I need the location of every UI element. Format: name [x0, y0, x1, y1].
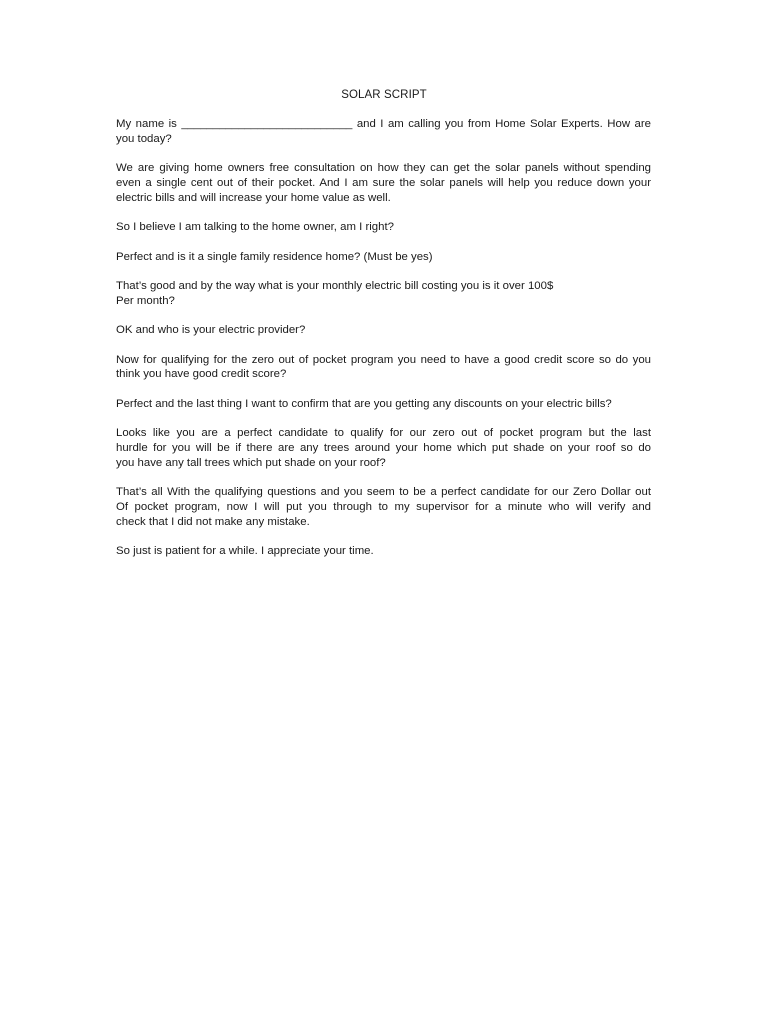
text-line: you today? — [116, 132, 172, 145]
paragraph-residence — [116, 250, 651, 265]
text-line: Perfect and the last thing I want to confirm that are you getting any discounts on your electric bills? — [116, 397, 612, 410]
text-line: even a single cent out of their pocket. And I am sure the solar panels will help you reduce down your — [116, 176, 651, 189]
text-line: Now for qualifying for the zero out of pocket program you need to have a good credit score so do you — [116, 353, 651, 366]
text-line: That’s all With the qualifying questions and you seem to be a perfect candidate for our Zero Dollar out — [116, 486, 651, 499]
text-line: Of pocket program, now I will put you through to my supervisor for a minute who will verify and — [116, 500, 651, 513]
paragraph-home-owner — [116, 220, 651, 235]
paragraph-offer — [116, 161, 651, 205]
text-line: So I believe I am talking to the home owner, am I right? — [116, 221, 394, 234]
text-line: That’s good and by the way what is your monthly electric bill costing you is it over 100$ — [116, 279, 554, 292]
text-line: Perfect and is it a single family residence home? (Must be yes) — [116, 250, 433, 263]
text-line: So just is patient for a while. I appreciate your time. — [116, 545, 374, 558]
text-line: you have any tall trees which put shade on your roof? — [116, 456, 386, 469]
paragraph-credit-score — [116, 353, 651, 383]
paragraph-electric-bill — [116, 279, 651, 309]
paragraph-supervisor — [116, 485, 651, 529]
text-line: check that I did not make any mistake. — [116, 515, 310, 528]
document-title: SOLAR SCRIPT — [341, 89, 427, 101]
text-line: My name is ___________________________ and I am calling you from Home Solar Experts. How are — [116, 118, 651, 130]
paragraph-closing — [116, 544, 651, 559]
text-line: OK and who is your electric provider? — [116, 324, 306, 337]
document-body — [116, 117, 651, 573]
paragraph-discounts — [116, 397, 651, 412]
paragraph-trees — [116, 426, 651, 470]
text-line: electric bills and will increase your home value as well. — [116, 191, 391, 204]
paragraph-intro — [116, 117, 651, 147]
text-line: hurdle for you will be if there are any trees around your home which put shade on your roof so do — [116, 441, 651, 454]
text-line: Looks like you are a perfect candidate to qualify for our zero out of pocket program but the last — [116, 427, 651, 440]
paragraph-provider — [116, 323, 651, 338]
text-line: Per month? — [116, 294, 175, 307]
text-line: We are giving home owners free consultation on how they can get the solar panels without spending — [116, 162, 651, 175]
text-line: think you have good credit score? — [116, 368, 287, 381]
